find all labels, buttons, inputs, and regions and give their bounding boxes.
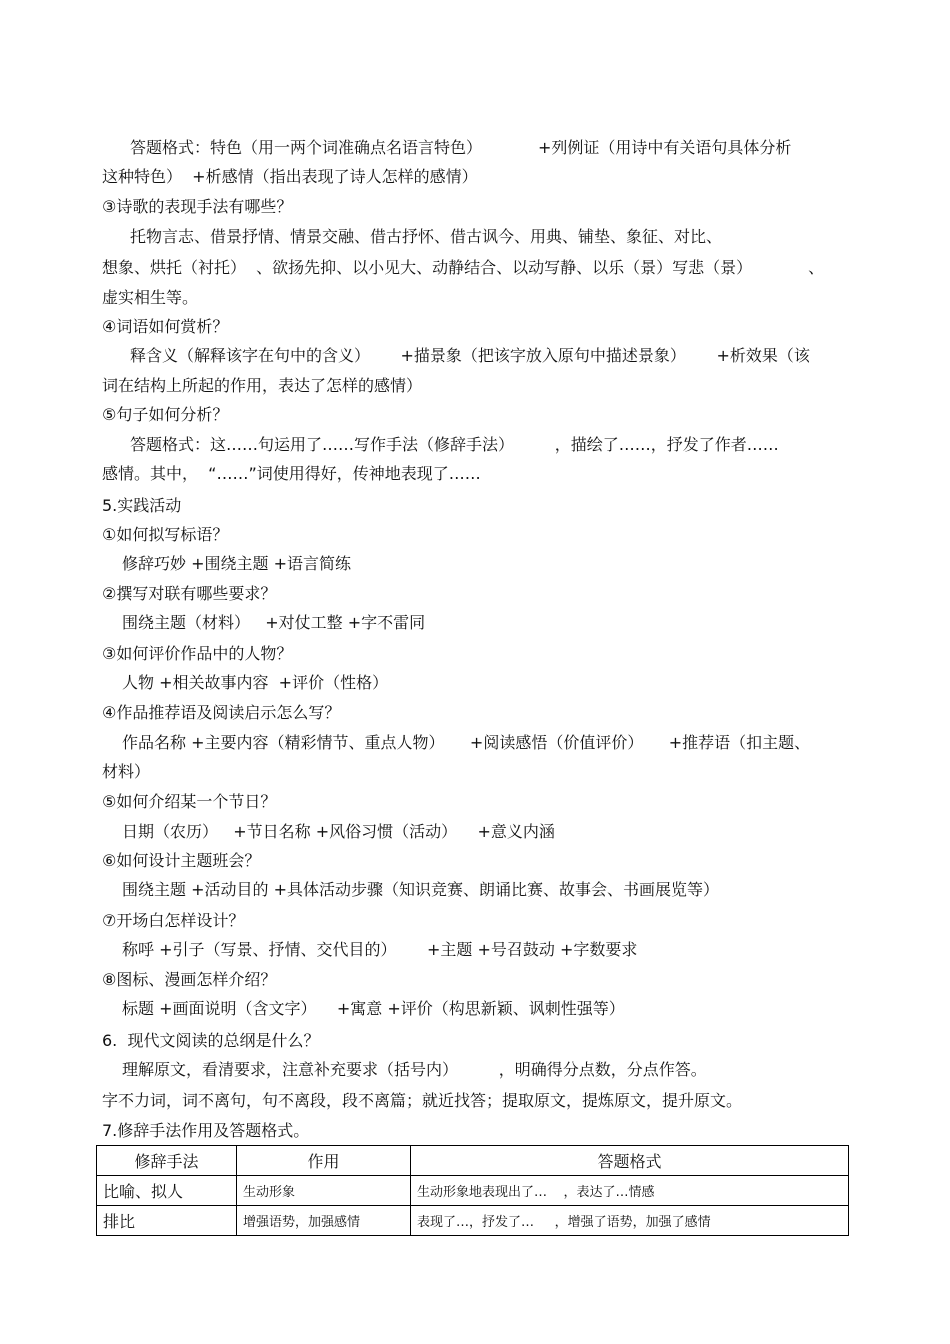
question-class-meeting: ⑥如何设计主题班会？ <box>102 851 261 870</box>
opening-answer: 称呼 +引子（写景、抒情、交代目的） +主题 +号召鼓动 +字数要求 <box>122 940 638 959</box>
table-row <box>97 1176 849 1206</box>
column-header-answer-format: 答题格式 <box>411 1146 849 1176</box>
table-cell: 增强语势，加强感情 <box>237 1206 411 1236</box>
techniques-list-line1: 托物言志、借景抒情、情景交融、借古抒怀、借古讽今、用典、铺垫、象征、对比、 <box>130 227 723 246</box>
question-festival: ⑤如何介绍某一个节日？ <box>102 792 277 811</box>
question-modern-reading: 6. 现代文阅读的总纲是什么？ <box>102 1031 320 1050</box>
column-header-technique: 修辞手法 <box>97 1146 237 1176</box>
recommendation-answer-line2: 材料） <box>102 762 151 781</box>
table-cell: 生动形象 <box>237 1176 411 1206</box>
question-chart-comic: ⑧图标、漫画怎样介绍？ <box>102 970 277 989</box>
answer-format-language-cont: 这种特色） +析感情（指出表现了诗人怎样的感情） <box>102 167 478 186</box>
sentence-analysis-line2: 感情。其中， “……”词使用得好，传神地表现了…… <box>102 464 481 483</box>
slogan-answer: 修辞巧妙 +围绕主题 +语言简练 <box>122 554 351 573</box>
class-meeting-answer: 围绕主题 +活动目的 +具体活动步骤（知识竞赛、朗诵比赛、故事会、书画展览等） <box>122 880 719 899</box>
character-answer: 人物 +相关故事内容 +评价（性格） <box>122 673 389 692</box>
answer-format-language-line: 答题格式：特色（用一两个词准确点名语言特色） +列例证（用诗中有关语句具体分析 <box>130 138 792 157</box>
sentence-analysis-line1: 答题格式：这……句运用了……写作手法（修辞手法） ，描绘了……，抒发了作者…… <box>130 435 779 454</box>
word-appreciation-line1: 释含义（解释该字在句中的含义） +描景象（把该字放入原句中描述景象） +析效果（该 <box>130 346 810 365</box>
question-opening: ⑦开场白怎样设计？ <box>102 911 245 930</box>
techniques-list-line2: 想象、烘托（衬托） 、欲扬先抑、以小见大、动静结合、以动写静、以乐（景）写悲（景） 、 <box>102 258 825 277</box>
couplet-answer: 围绕主题（材料） +对仗工整 +字不雷同 <box>122 613 426 632</box>
question-couplet: ②撰写对联有哪些要求？ <box>102 584 277 603</box>
table-cell: 生动形象地表现出了… ，表达了…情感 <box>411 1176 849 1206</box>
festival-answer: 日期（农历） +节日名称 +风俗习惯（活动） +意义内涵 <box>122 822 555 841</box>
recommendation-answer-line1: 作品名称 +主要内容（精彩情节、重点人物） +阅读感悟（价值评价） +推荐语（扣主题、 <box>122 733 811 752</box>
chart-comic-answer: 标题 +画面说明（含文字） +寓意 +评价（构思新颖、讽刺性强等） <box>122 999 625 1018</box>
section-practice-heading: 5.实践活动 <box>102 496 182 515</box>
section-rhetoric-heading: 7.修辞手法作用及答题格式。 <box>102 1121 310 1140</box>
question-word-appreciation: ④词语如何赏析？ <box>102 317 229 336</box>
techniques-list-line3: 虚实相生等。 <box>102 288 199 307</box>
modern-reading-answer-line2: 字不力词，词不离句，句不离段，段不离篇；就近找答；提取原文，提炼原文，提升原文。 <box>102 1091 743 1110</box>
question-poetry-techniques: ③诗歌的表现手法有哪些？ <box>102 197 293 216</box>
question-character: ③如何评价作品中的人物？ <box>102 644 293 663</box>
table-cell: 排比 <box>97 1206 237 1236</box>
column-header-effect: 作用 <box>237 1146 411 1176</box>
question-sentence-analysis: ⑤句子如何分析？ <box>102 405 229 424</box>
modern-reading-answer-line1: 理解原文，看清要求，注意补充要求（括号内） ，明确得分点数，分点作答。 <box>122 1060 707 1079</box>
table-row <box>97 1206 849 1236</box>
table-header-row <box>97 1146 849 1176</box>
table-cell: 表现了…，抒发了… ，增强了语势，加强了感情 <box>411 1206 849 1236</box>
question-recommendation: ④作品推荐语及阅读启示怎么写？ <box>102 703 341 722</box>
table-cell: 比喻、拟人 <box>97 1176 237 1206</box>
word-appreciation-line2: 词在结构上所起的作用，表达了怎样的感情） <box>102 376 423 395</box>
rhetoric-table <box>96 1145 849 1236</box>
question-slogan: ①如何拟写标语？ <box>102 525 229 544</box>
